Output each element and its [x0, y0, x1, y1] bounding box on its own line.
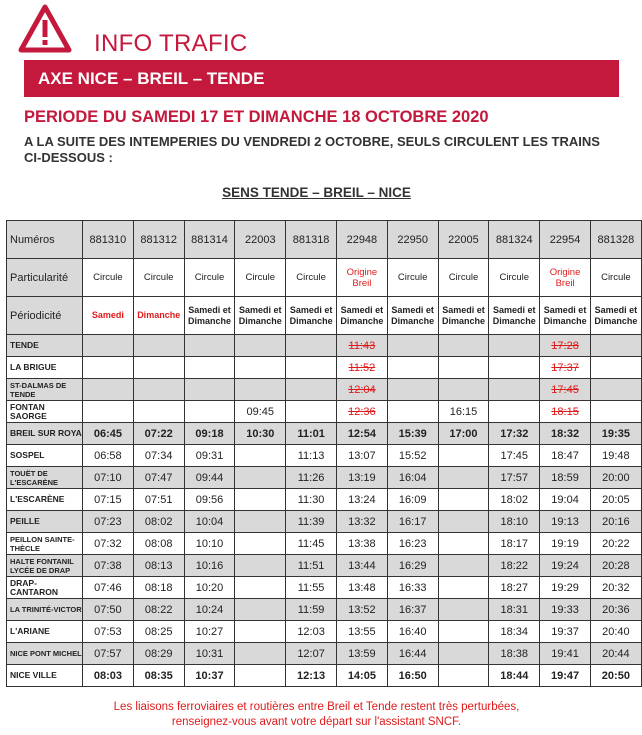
station-name: L'ESCARÈNE — [7, 489, 83, 511]
numeros-row-cell: 881314 — [184, 221, 235, 259]
time-cell: 18:34 — [489, 621, 540, 643]
time-cell: 11:55 — [286, 577, 337, 599]
time-cell: 18:17 — [489, 533, 540, 555]
time-cell: 15:39 — [387, 423, 438, 445]
time-cell — [438, 357, 489, 379]
station-row — [7, 489, 642, 511]
time-cell: 18:59 — [540, 467, 591, 489]
time-cell: 07:22 — [133, 423, 184, 445]
station-row — [7, 599, 642, 621]
station-name: SOSPEL — [7, 445, 83, 467]
particularite-row-cell: Circule — [438, 259, 489, 297]
particularite-row-cell: Circule — [489, 259, 540, 297]
time-cell: 08:25 — [133, 621, 184, 643]
time-cell — [387, 401, 438, 423]
time-cell — [184, 401, 235, 423]
periode-heading: PERIODE DU SAMEDI 17 ET DIMANCHE 18 OCTOBRE 2020 — [24, 108, 489, 126]
time-cell: 09:18 — [184, 423, 235, 445]
time-cell: 18:44 — [489, 665, 540, 687]
time-cell: 18:02 — [489, 489, 540, 511]
time-cell: 11:39 — [286, 511, 337, 533]
time-cell: 20:50 — [590, 665, 641, 687]
time-cell: 20:00 — [590, 467, 641, 489]
time-cell: 12:07 — [286, 643, 337, 665]
time-cell: 17:45 — [489, 445, 540, 467]
time-cell: 11:45 — [286, 533, 337, 555]
time-cell: 07:57 — [83, 643, 134, 665]
time-cell: 08:35 — [133, 665, 184, 687]
time-cell: 11:52 — [336, 357, 387, 379]
time-cell: 18:47 — [540, 445, 591, 467]
station-row — [7, 511, 642, 533]
time-cell: 18:15 — [540, 401, 591, 423]
station-name: BREIL SUR ROYA — [7, 423, 83, 445]
time-cell: 16:15 — [438, 401, 489, 423]
time-cell: 06:58 — [83, 445, 134, 467]
station-row — [7, 555, 642, 577]
time-cell: 12:36 — [336, 401, 387, 423]
time-cell — [489, 401, 540, 423]
time-cell: 20:32 — [590, 577, 641, 599]
time-cell — [83, 401, 134, 423]
time-cell: 08:03 — [83, 665, 134, 687]
station-row — [7, 423, 642, 445]
time-cell — [235, 379, 286, 401]
time-cell: 07:34 — [133, 445, 184, 467]
time-cell: 12:04 — [336, 379, 387, 401]
time-cell — [387, 357, 438, 379]
time-cell: 17:28 — [540, 335, 591, 357]
time-cell: 07:50 — [83, 599, 134, 621]
time-cell: 19:29 — [540, 577, 591, 599]
time-cell: 13:07 — [336, 445, 387, 467]
time-cell: 11:01 — [286, 423, 337, 445]
time-cell — [184, 357, 235, 379]
time-cell — [133, 357, 184, 379]
time-cell: 18:10 — [489, 511, 540, 533]
time-cell — [235, 577, 286, 599]
time-cell: 18:38 — [489, 643, 540, 665]
time-cell: 19:19 — [540, 533, 591, 555]
periodicite-row-cell: Samedi et Dimanche — [387, 297, 438, 335]
time-cell: 10:10 — [184, 533, 235, 555]
info-trafic-header — [14, 4, 264, 58]
time-cell — [489, 357, 540, 379]
time-cell — [590, 357, 641, 379]
numeros-row-label: Numéros — [7, 221, 83, 259]
time-cell — [83, 357, 134, 379]
time-cell: 11:13 — [286, 445, 337, 467]
station-name: TOUËT DE L'ESCARÈNE — [7, 467, 83, 489]
station-name: PEILLE — [7, 511, 83, 533]
time-cell — [83, 335, 134, 357]
particularite-row-cell: Circule — [590, 259, 641, 297]
particularite-row-label: Particularité — [7, 259, 83, 297]
time-cell: 13:19 — [336, 467, 387, 489]
time-cell: 09:31 — [184, 445, 235, 467]
time-cell: 18:31 — [489, 599, 540, 621]
particularite-row-cell: Circule — [184, 259, 235, 297]
time-cell: 10:27 — [184, 621, 235, 643]
time-cell — [235, 489, 286, 511]
time-cell: 16:33 — [387, 577, 438, 599]
time-cell — [235, 533, 286, 555]
time-cell: 09:45 — [235, 401, 286, 423]
time-cell: 07:15 — [83, 489, 134, 511]
time-cell — [235, 621, 286, 643]
time-cell: 07:51 — [133, 489, 184, 511]
station-row — [7, 533, 642, 555]
time-cell: 15:52 — [387, 445, 438, 467]
time-cell: 07:46 — [83, 577, 134, 599]
time-cell: 20:40 — [590, 621, 641, 643]
time-cell: 19:13 — [540, 511, 591, 533]
periodicite-row — [7, 297, 642, 335]
time-cell: 12:54 — [336, 423, 387, 445]
periodicite-row-cell: Samedi et Dimanche — [590, 297, 641, 335]
footer-line-2: renseignez-vous avant votre départ sur l'assistant SNCF. — [171, 716, 462, 728]
station-row — [7, 357, 642, 379]
station-name: ST-DALMAS DE TENDE — [7, 379, 83, 401]
info-trafic-title: INFO TRAFIC — [94, 30, 248, 57]
numeros-row-cell: 22003 — [235, 221, 286, 259]
numeros-row-cell: 881310 — [83, 221, 134, 259]
time-cell: 13:59 — [336, 643, 387, 665]
station-row — [7, 467, 642, 489]
direction-heading: SENS TENDE – BREIL – NICE — [222, 185, 411, 200]
station-row — [7, 445, 642, 467]
time-cell — [438, 665, 489, 687]
time-cell: 10:16 — [184, 555, 235, 577]
time-cell: 19:35 — [590, 423, 641, 445]
time-cell: 08:02 — [133, 511, 184, 533]
axe-title: AXE NICE – BREIL – TENDE — [38, 69, 265, 88]
numeros-row-cell: 22954 — [540, 221, 591, 259]
time-cell — [235, 445, 286, 467]
time-cell: 07:10 — [83, 467, 134, 489]
station-name: DRAP-CANTARON — [7, 577, 83, 599]
time-cell: 10:31 — [184, 643, 235, 665]
time-cell: 16:04 — [387, 467, 438, 489]
time-cell: 08:29 — [133, 643, 184, 665]
time-cell: 09:44 — [184, 467, 235, 489]
periodicite-row-cell: Samedi et Dimanche — [184, 297, 235, 335]
time-cell — [235, 665, 286, 687]
time-cell — [133, 335, 184, 357]
time-cell — [438, 555, 489, 577]
station-name: NICE PONT MICHEL — [7, 643, 83, 665]
time-cell: 07:53 — [83, 621, 134, 643]
time-cell: 19:41 — [540, 643, 591, 665]
time-cell: 11:26 — [286, 467, 337, 489]
time-cell: 10:04 — [184, 511, 235, 533]
station-name: NICE VILLE — [7, 665, 83, 687]
station-name: L'ARIANE — [7, 621, 83, 643]
time-cell — [235, 357, 286, 379]
time-cell — [286, 335, 337, 357]
time-cell — [590, 401, 641, 423]
time-cell: 20:36 — [590, 599, 641, 621]
time-cell: 18:32 — [540, 423, 591, 445]
time-cell: 06:45 — [83, 423, 134, 445]
time-cell: 10:37 — [184, 665, 235, 687]
station-row — [7, 665, 642, 687]
time-cell — [438, 489, 489, 511]
periodicite-row-cell: Samedi et Dimanche — [438, 297, 489, 335]
time-cell: 20:44 — [590, 643, 641, 665]
particularite-row-cell: Origine Breil — [540, 259, 591, 297]
timetable — [6, 220, 642, 687]
footer-line-1: Les liaisons ferroviaires et routières entre Breil et Tende restent très perturbées, — [113, 701, 520, 713]
time-cell: 17:45 — [540, 379, 591, 401]
periodicite-row-cell: Samedi et Dimanche — [235, 297, 286, 335]
station-name: TENDE — [7, 335, 83, 357]
time-cell: 16:40 — [387, 621, 438, 643]
time-cell — [387, 379, 438, 401]
periodicite-row-label: Périodicité — [7, 297, 83, 335]
time-cell: 17:37 — [540, 357, 591, 379]
particularite-row — [7, 259, 642, 297]
time-cell: 17:00 — [438, 423, 489, 445]
time-cell: 20:22 — [590, 533, 641, 555]
numeros-row-cell: 22948 — [336, 221, 387, 259]
station-row — [7, 335, 642, 357]
time-cell: 14:05 — [336, 665, 387, 687]
time-cell — [286, 357, 337, 379]
particularite-row-cell: Circule — [235, 259, 286, 297]
time-cell — [438, 643, 489, 665]
particularite-row-cell: Circule — [286, 259, 337, 297]
time-cell — [438, 533, 489, 555]
periodicite-row-cell: Samedi et Dimanche — [286, 297, 337, 335]
time-cell — [438, 379, 489, 401]
particularite-row-cell: Origine Breil — [336, 259, 387, 297]
warning-triangle-icon — [18, 4, 72, 54]
time-cell: 17:32 — [489, 423, 540, 445]
time-cell — [438, 599, 489, 621]
time-cell: 10:24 — [184, 599, 235, 621]
footer-notice — [0, 700, 633, 730]
time-cell: 19:37 — [540, 621, 591, 643]
time-cell — [387, 335, 438, 357]
time-cell — [83, 379, 134, 401]
time-cell — [438, 511, 489, 533]
time-cell: 08:18 — [133, 577, 184, 599]
time-cell: 20:16 — [590, 511, 641, 533]
intro-text: A LA SUITE DES INTEMPERIES DU VENDREDI 2 OCTOBRE, SEULS CIRCULENT LES TRAINS CI-DESSOUS : — [24, 134, 600, 165]
time-cell: 16:50 — [387, 665, 438, 687]
numeros-row — [7, 221, 642, 259]
time-cell: 13:32 — [336, 511, 387, 533]
time-cell: 12:13 — [286, 665, 337, 687]
time-cell: 17:57 — [489, 467, 540, 489]
time-cell — [133, 379, 184, 401]
periodicite-row-cell: Dimanche — [133, 297, 184, 335]
time-cell — [235, 467, 286, 489]
time-cell: 11:51 — [286, 555, 337, 577]
time-cell: 20:28 — [590, 555, 641, 577]
periodicite-row-cell: Samedi et Dimanche — [489, 297, 540, 335]
axe-banner — [24, 60, 619, 97]
time-cell: 16:44 — [387, 643, 438, 665]
station-name: LA BRIGUE — [7, 357, 83, 379]
time-cell — [489, 335, 540, 357]
time-cell — [235, 599, 286, 621]
time-cell — [235, 335, 286, 357]
station-row — [7, 401, 642, 423]
station-name: PEILLON SAINTE-THÈCLE — [7, 533, 83, 555]
time-cell — [438, 467, 489, 489]
time-cell: 13:44 — [336, 555, 387, 577]
particularite-row-cell: Circule — [83, 259, 134, 297]
numeros-row-cell: 881318 — [286, 221, 337, 259]
time-cell — [184, 379, 235, 401]
time-cell — [133, 401, 184, 423]
time-cell: 13:52 — [336, 599, 387, 621]
time-cell: 07:32 — [83, 533, 134, 555]
time-cell: 07:38 — [83, 555, 134, 577]
time-cell: 20:05 — [590, 489, 641, 511]
periodicite-row-cell: Samedi et Dimanche — [540, 297, 591, 335]
time-cell: 16:09 — [387, 489, 438, 511]
time-cell: 12:03 — [286, 621, 337, 643]
time-cell: 16:29 — [387, 555, 438, 577]
time-cell: 13:55 — [336, 621, 387, 643]
time-cell: 13:24 — [336, 489, 387, 511]
periodicite-row-cell: Samedi — [83, 297, 134, 335]
time-cell — [286, 401, 337, 423]
time-cell: 10:30 — [235, 423, 286, 445]
station-row — [7, 379, 642, 401]
time-cell: 11:59 — [286, 599, 337, 621]
time-cell: 19:48 — [590, 445, 641, 467]
time-cell — [590, 335, 641, 357]
time-cell: 11:43 — [336, 335, 387, 357]
time-cell: 13:48 — [336, 577, 387, 599]
time-cell — [438, 577, 489, 599]
numeros-row-cell: 22005 — [438, 221, 489, 259]
time-cell: 16:37 — [387, 599, 438, 621]
time-cell: 07:23 — [83, 511, 134, 533]
station-name: LA TRINITÉ-VICTOR — [7, 599, 83, 621]
time-cell — [235, 555, 286, 577]
station-row — [7, 643, 642, 665]
time-cell: 19:24 — [540, 555, 591, 577]
periodicite-row-cell: Samedi et Dimanche — [336, 297, 387, 335]
time-cell: 16:23 — [387, 533, 438, 555]
time-cell: 19:33 — [540, 599, 591, 621]
particularite-row-cell: Circule — [387, 259, 438, 297]
numeros-row-cell: 881312 — [133, 221, 184, 259]
station-name: FONTAN SAORGE — [7, 401, 83, 423]
time-cell: 19:04 — [540, 489, 591, 511]
time-cell — [489, 379, 540, 401]
time-cell — [590, 379, 641, 401]
numeros-row-cell: 22950 — [387, 221, 438, 259]
time-cell — [438, 335, 489, 357]
time-cell — [235, 511, 286, 533]
time-cell: 18:27 — [489, 577, 540, 599]
time-cell: 08:22 — [133, 599, 184, 621]
numeros-row-cell: 881324 — [489, 221, 540, 259]
time-cell: 19:47 — [540, 665, 591, 687]
time-cell: 16:17 — [387, 511, 438, 533]
station-name: HALTE FONTANIL LYCÉE DE DRAP — [7, 555, 83, 577]
time-cell: 08:08 — [133, 533, 184, 555]
time-cell: 11:30 — [286, 489, 337, 511]
time-cell: 13:38 — [336, 533, 387, 555]
particularite-row-cell: Circule — [133, 259, 184, 297]
station-row — [7, 577, 642, 599]
time-cell — [438, 621, 489, 643]
time-cell — [184, 335, 235, 357]
time-cell: 18:22 — [489, 555, 540, 577]
time-cell — [286, 379, 337, 401]
station-row — [7, 621, 642, 643]
time-cell — [235, 643, 286, 665]
time-cell: 10:20 — [184, 577, 235, 599]
time-cell: 09:56 — [184, 489, 235, 511]
time-cell: 07:47 — [133, 467, 184, 489]
time-cell: 08:13 — [133, 555, 184, 577]
numeros-row-cell: 881328 — [590, 221, 641, 259]
time-cell — [438, 445, 489, 467]
